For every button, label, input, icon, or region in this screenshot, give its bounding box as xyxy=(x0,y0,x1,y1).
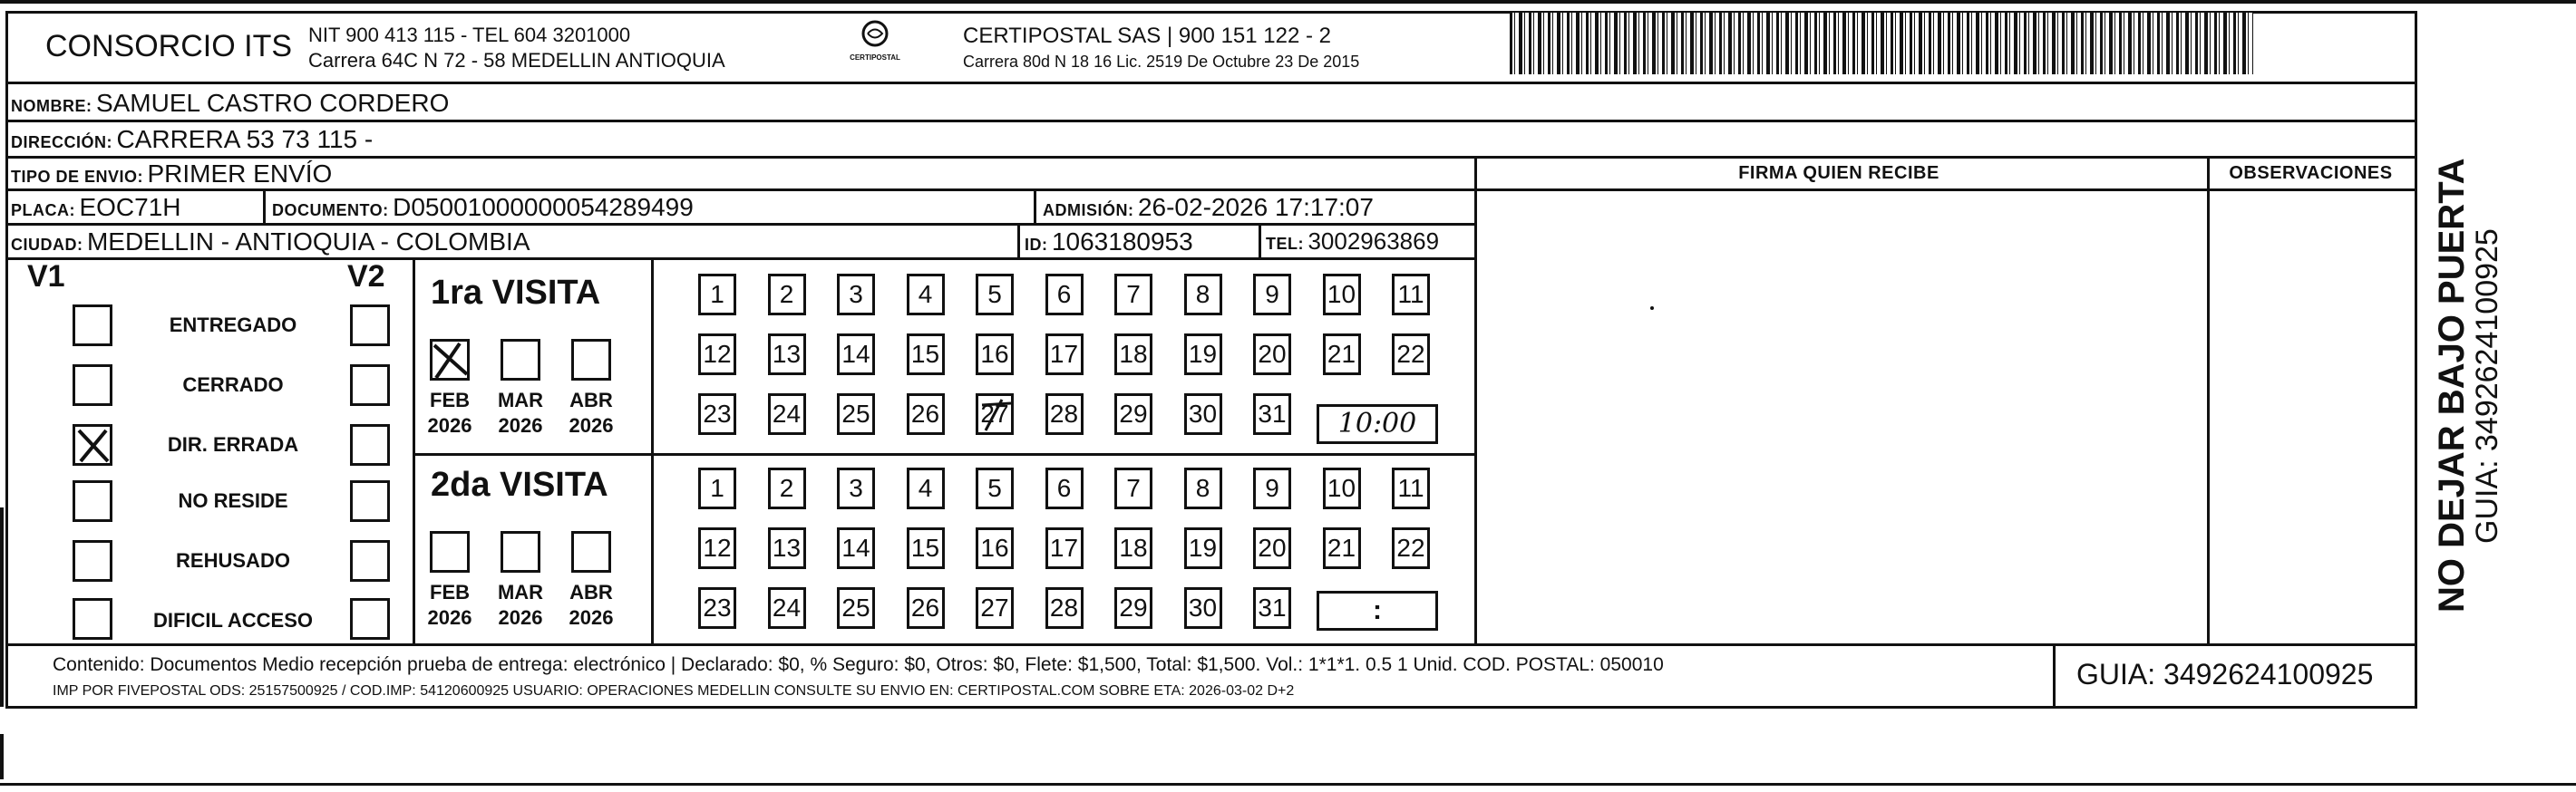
second-visit-day-box[interactable] xyxy=(1045,468,1084,509)
day-number: 31 xyxy=(1258,400,1287,428)
day-number: 8 xyxy=(1195,474,1210,502)
day-number: 16 xyxy=(980,340,1009,368)
v1-checkbox[interactable] xyxy=(73,540,112,582)
day-number: 10 xyxy=(1327,280,1356,308)
city-field xyxy=(11,227,530,256)
divider xyxy=(1474,156,1477,643)
day-number: 25 xyxy=(841,594,870,622)
month-label: MAR xyxy=(497,581,544,604)
day-number: 4 xyxy=(918,280,933,308)
v2-checkbox[interactable] xyxy=(350,480,390,522)
first-visit-day-box[interactable] xyxy=(768,393,806,435)
second-visit-day-box[interactable] xyxy=(1392,468,1430,509)
day-number: 6 xyxy=(1056,474,1072,502)
day-number: 22 xyxy=(1396,340,1425,368)
day-number: 21 xyxy=(1327,340,1356,368)
first-visit-day-box[interactable] xyxy=(1114,393,1152,435)
first-visit-day-box[interactable] xyxy=(768,333,806,375)
address-field xyxy=(11,125,373,154)
day-number: 11 xyxy=(1397,474,1424,502)
status-label: ENTREGADO xyxy=(169,314,297,336)
company-address: Carrera 64C N 72 - 58 MEDELLIN ANTIOQUIA xyxy=(308,49,725,72)
day-number: 17 xyxy=(1049,534,1079,562)
second-visit-day-box[interactable] xyxy=(1392,527,1430,569)
second-visit-day-box[interactable] xyxy=(1045,527,1084,569)
second-visit-day-box[interactable] xyxy=(1045,587,1084,629)
first-visit-day-box[interactable] xyxy=(837,274,875,315)
footer-guia: GUIA: 3492624100925 xyxy=(2076,658,2374,691)
second-visit-title: 2da VISITA xyxy=(431,466,608,504)
divider xyxy=(651,257,654,643)
divider xyxy=(5,223,1474,226)
admission-label: ADMISIÓN: xyxy=(1043,201,1134,219)
month-checkbox[interactable] xyxy=(571,339,611,381)
v1-checkbox-checked[interactable] xyxy=(73,424,112,466)
day-number: 28 xyxy=(1049,400,1079,428)
handwritten-mark-icon xyxy=(978,396,1015,434)
v1-checkbox[interactable] xyxy=(73,480,112,522)
day-number: 25 xyxy=(841,400,870,428)
first-visit-day-box[interactable] xyxy=(907,393,945,435)
city-label: CIUDAD: xyxy=(11,236,83,254)
day-number: 14 xyxy=(841,340,870,368)
day-number: 17 xyxy=(1049,340,1079,368)
x-mark-icon xyxy=(75,427,112,465)
divider xyxy=(1259,223,1261,257)
footer-imp: IMP POR FIVEPOSTAL ODS: 25157500925 / COD.IMP: 54120600925 USUARIO: OPERACIONES MEDELLIN CONSULTE SU ENVIO EN: CERTIPOSTAL.COM SOBRE ETA: 2026-03-02 D+2 xyxy=(53,683,1295,699)
signature-header: FIRMA QUIEN RECIBE xyxy=(1738,163,1939,183)
first-visit-day-box[interactable] xyxy=(837,393,875,435)
month-checkbox-feb-checked[interactable] xyxy=(430,339,470,381)
first-visit-day-box[interactable] xyxy=(976,393,1014,435)
first-visit-day-box[interactable] xyxy=(1114,333,1152,375)
day-number: 20 xyxy=(1258,340,1287,368)
month-year: 2026 xyxy=(498,606,543,629)
first-visit-day-box[interactable] xyxy=(1184,274,1222,315)
second-visit-day-box[interactable] xyxy=(907,587,945,629)
second-visit-day-box[interactable] xyxy=(1114,587,1152,629)
v2-header: V2 xyxy=(347,259,385,294)
month-year: 2026 xyxy=(498,414,543,437)
courier-name: CERTIPOSTAL SAS | 900 151 122 - 2 xyxy=(963,24,1331,48)
first-visit-day-box[interactable] xyxy=(1184,333,1222,375)
first-visit-day-box[interactable] xyxy=(1253,333,1291,375)
day-number: 9 xyxy=(1265,474,1279,502)
second-visit-day-box[interactable] xyxy=(907,527,945,569)
name-value: SAMUEL CASTRO CORDERO xyxy=(95,89,450,117)
second-visit-day-box[interactable] xyxy=(1253,527,1291,569)
name-label: NOMBRE: xyxy=(11,97,92,115)
x-mark-icon xyxy=(433,342,469,380)
second-visit-day-box[interactable] xyxy=(1114,527,1152,569)
divider xyxy=(1034,188,1036,223)
plate-value: EOC71H xyxy=(79,193,181,221)
day-number: 6 xyxy=(1056,280,1072,308)
second-visit-day-box[interactable] xyxy=(837,587,875,629)
second-visit-day-box[interactable] xyxy=(1323,468,1361,509)
day-number: 29 xyxy=(1119,400,1148,428)
status-label: CERRADO xyxy=(182,373,284,396)
first-visit-day-box[interactable] xyxy=(1114,274,1152,315)
first-visit-day-box[interactable] xyxy=(1045,393,1084,435)
id-value: 1063180953 xyxy=(1051,227,1193,256)
day-number: 24 xyxy=(772,400,802,428)
second-visit-time-box[interactable] xyxy=(1317,591,1438,631)
day-number: 15 xyxy=(910,534,940,562)
first-visit-day-box[interactable] xyxy=(1253,274,1291,315)
left-edge-mark xyxy=(0,507,4,707)
day-number: 30 xyxy=(1188,594,1218,622)
day-number: 5 xyxy=(987,280,1002,308)
status-label: DIFICIL ACCESO xyxy=(152,609,313,632)
divider xyxy=(413,257,415,643)
first-visit-day-box[interactable] xyxy=(1045,333,1084,375)
second-visit-day-box[interactable] xyxy=(1114,468,1152,509)
day-number: 9 xyxy=(1265,280,1279,308)
second-visit-day-box[interactable] xyxy=(907,468,945,509)
company-nit: NIT 900 413 115 - TEL 604 3201000 xyxy=(308,24,631,46)
first-visit-day-box[interactable] xyxy=(1323,333,1361,375)
day-number: 7 xyxy=(1126,474,1141,502)
month-year: 2026 xyxy=(427,606,472,629)
v1-checkbox[interactable] xyxy=(73,304,112,346)
day-number: 18 xyxy=(1119,340,1148,368)
day-number: 1 xyxy=(710,474,724,502)
barcode xyxy=(1510,13,2253,74)
second-visit-day-box[interactable] xyxy=(976,527,1014,569)
day-number: 30 xyxy=(1188,400,1218,428)
month-year: 2026 xyxy=(569,414,614,437)
first-visit-day-box[interactable] xyxy=(907,333,945,375)
month-label: MAR xyxy=(497,389,544,411)
day-number: 13 xyxy=(772,534,802,562)
second-visit-day-box[interactable] xyxy=(837,468,875,509)
v2-checkbox[interactable] xyxy=(350,598,390,640)
top-edge-line xyxy=(0,0,2576,4)
tel-field xyxy=(1266,227,1439,256)
document-field xyxy=(272,193,694,222)
day-number: 22 xyxy=(1396,534,1425,562)
footer-content: Contenido: Documentos Medio recepción prueba de entrega: electrónico | Declarado: $0, % Seguro: $0, Otros: $0, Flete: $1,500, Total: $1,500. Vol.: 1*1*1. 0.5 1 Unid. COD. POSTAL: 050010 xyxy=(53,654,1664,675)
day-number: 3 xyxy=(849,474,863,502)
month-label: ABR xyxy=(569,389,613,411)
divider xyxy=(5,156,2417,159)
name-field xyxy=(11,89,449,118)
second-visit-day-box[interactable] xyxy=(976,587,1014,629)
plate-field xyxy=(11,193,181,222)
day-number: 12 xyxy=(703,534,732,562)
month-checkbox[interactable] xyxy=(501,531,540,573)
day-number: 27 xyxy=(980,594,1009,622)
observations-area[interactable] xyxy=(2211,192,2412,642)
divider xyxy=(263,188,266,223)
city-value: MEDELLIN - ANTIOQUIA - COLOMBIA xyxy=(86,227,530,256)
second-visit-day-box[interactable] xyxy=(698,468,736,509)
day-number: 23 xyxy=(703,400,732,428)
second-visit-day-box[interactable] xyxy=(698,587,736,629)
second-visit-day-box[interactable] xyxy=(1184,527,1222,569)
v1-checkbox[interactable] xyxy=(73,598,112,640)
document-label: DOCUMENTO: xyxy=(272,201,389,219)
first-visit-day-box[interactable] xyxy=(837,333,875,375)
day-number: 13 xyxy=(772,340,802,368)
tel-label: TEL: xyxy=(1266,235,1304,253)
company-name: CONSORCIO ITS xyxy=(45,29,293,63)
first-visit-day-box[interactable] xyxy=(907,274,945,315)
day-number: 4 xyxy=(918,474,933,502)
bottom-edge-line xyxy=(0,783,2576,786)
second-visit-day-box[interactable] xyxy=(1184,468,1222,509)
day-number: 24 xyxy=(772,594,802,622)
divider xyxy=(2207,156,2210,643)
day-number: 31 xyxy=(1258,594,1287,622)
second-visit-day-box[interactable] xyxy=(768,527,806,569)
month-checkbox[interactable] xyxy=(571,531,611,573)
day-number: 5 xyxy=(987,474,1002,502)
second-visit-day-box[interactable] xyxy=(976,468,1014,509)
day-number: 19 xyxy=(1188,534,1218,562)
v2-checkbox[interactable] xyxy=(350,424,390,466)
document-value: D05001000000054289499 xyxy=(393,193,694,221)
day-number: 14 xyxy=(841,534,870,562)
first-visit-day-box[interactable] xyxy=(1045,274,1084,315)
divider xyxy=(5,120,2417,122)
month-label: FEB xyxy=(430,581,470,604)
month-checkbox[interactable] xyxy=(501,339,540,381)
second-visit-day-box[interactable] xyxy=(1253,587,1291,629)
status-label: DIR. ERRADA xyxy=(167,433,299,456)
first-visit-day-box[interactable] xyxy=(1184,393,1222,435)
second-visit-day-box[interactable] xyxy=(768,587,806,629)
month-checkbox[interactable] xyxy=(430,531,470,573)
month-year: 2026 xyxy=(569,606,614,629)
divider xyxy=(5,188,2417,191)
address-label: DIRECCIÓN: xyxy=(11,133,112,151)
day-number: 10 xyxy=(1327,474,1356,502)
second-visit-day-box[interactable] xyxy=(837,527,875,569)
divider xyxy=(1017,223,1020,257)
day-number: 19 xyxy=(1188,340,1218,368)
day-number: 12 xyxy=(703,340,732,368)
second-visit-day-box[interactable] xyxy=(1323,527,1361,569)
first-visit-day-box[interactable] xyxy=(1392,274,1430,315)
first-visit-day-box[interactable] xyxy=(698,333,736,375)
divider xyxy=(5,643,2417,646)
v2-checkbox[interactable] xyxy=(350,540,390,582)
second-visit-time: : xyxy=(1373,595,1382,625)
first-visit-time-box[interactable] xyxy=(1317,404,1438,444)
id-label: ID: xyxy=(1025,236,1048,254)
v2-checkbox[interactable] xyxy=(350,364,390,406)
first-visit-day-box[interactable] xyxy=(1253,393,1291,435)
first-visit-day-box[interactable] xyxy=(698,274,736,315)
first-visit-day-box[interactable] xyxy=(1392,333,1430,375)
no-dejar-bajo-puerta: NO DEJAR BAJO PUERTA xyxy=(2432,158,2472,613)
day-number: 2 xyxy=(779,474,794,502)
logo-text: CERTIPOSTAL xyxy=(850,53,900,62)
status-label: NO RESIDE xyxy=(178,489,288,512)
day-number: 26 xyxy=(910,594,940,622)
admission-value: 26-02-2026 17:17:07 xyxy=(1137,193,1374,221)
day-number: 2 xyxy=(779,280,794,308)
day-number: 20 xyxy=(1258,534,1287,562)
type-field xyxy=(11,159,332,188)
certipostal-logo-icon xyxy=(848,20,902,72)
first-visit-day-box[interactable] xyxy=(976,333,1014,375)
first-visit-day-box[interactable] xyxy=(698,393,736,435)
day-number: 3 xyxy=(849,280,863,308)
day-number: 15 xyxy=(910,340,940,368)
day-number: 28 xyxy=(1049,594,1079,622)
type-label: TIPO DE ENVIO: xyxy=(11,168,144,186)
day-number: 23 xyxy=(703,594,732,622)
courier-address: Carrera 80d N 18 16 Lic. 2519 De Octubre 23 De 2015 xyxy=(963,53,1360,71)
day-number: 21 xyxy=(1327,534,1356,562)
divider xyxy=(413,453,1475,456)
v2-checkbox[interactable] xyxy=(350,304,390,346)
first-visit-title: 1ra VISITA xyxy=(431,274,601,312)
side-guia: GUIA: 3492624100925 xyxy=(2470,228,2504,544)
admission-field xyxy=(1043,193,1374,222)
signature-area[interactable] xyxy=(1478,192,2205,642)
second-visit-day-box[interactable] xyxy=(1253,468,1291,509)
divider xyxy=(2053,643,2056,707)
tel-value: 3002963869 xyxy=(1307,227,1440,255)
plate-label: PLACA: xyxy=(11,201,75,219)
month-year: 2026 xyxy=(427,414,472,437)
first-visit-day-box[interactable] xyxy=(1323,274,1361,315)
first-visit-time: 10:00 xyxy=(1337,408,1417,439)
second-visit-day-box[interactable] xyxy=(698,527,736,569)
day-number: 26 xyxy=(910,400,940,428)
type-value: PRIMER ENVÍO xyxy=(147,159,333,188)
day-number: 1 xyxy=(710,280,724,308)
second-visit-day-box[interactable] xyxy=(1184,587,1222,629)
day-number: 11 xyxy=(1397,280,1424,308)
day-number: 16 xyxy=(980,534,1009,562)
month-label: FEB xyxy=(430,389,470,411)
first-visit-day-box[interactable] xyxy=(976,274,1014,315)
second-visit-day-box[interactable] xyxy=(768,468,806,509)
day-number: 8 xyxy=(1195,280,1210,308)
month-label: ABR xyxy=(569,581,613,604)
day-number: 18 xyxy=(1119,534,1148,562)
status-label: REHUSADO xyxy=(176,549,290,572)
day-number: 27 xyxy=(980,400,1009,428)
day-number: 29 xyxy=(1119,594,1148,622)
first-visit-day-box[interactable] xyxy=(768,274,806,315)
divider xyxy=(5,257,1474,260)
id-field xyxy=(1025,227,1193,256)
day-number: 7 xyxy=(1126,280,1141,308)
divider xyxy=(5,82,2417,84)
observations-header: OBSERVACIONES xyxy=(2229,163,2393,183)
v1-header: V1 xyxy=(27,259,65,294)
left-edge-mark xyxy=(0,734,4,779)
address-value: CARRERA 53 73 115 - xyxy=(116,125,374,153)
v1-checkbox[interactable] xyxy=(73,364,112,406)
